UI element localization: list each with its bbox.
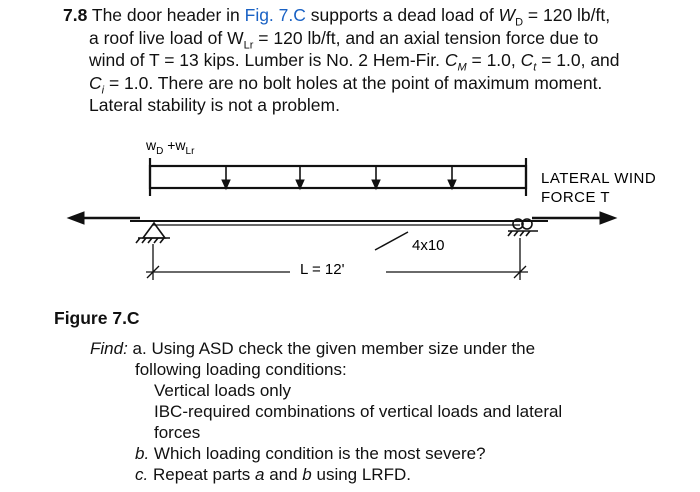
beam [68, 212, 616, 225]
part-c-a: a [255, 465, 265, 484]
problem-line-3 [63, 49, 683, 72]
part-c-end: using LRFD. [311, 465, 411, 484]
cm-value: = 1.0, [466, 50, 521, 70]
figure-caption: Figure 7.C [54, 308, 140, 328]
ct-value: = 1.0, and [536, 50, 620, 70]
left-arrowhead [68, 212, 84, 224]
part-c-label: c. [135, 465, 149, 484]
part-a-label: a. [132, 339, 147, 358]
part-a-text: Using ASD check the given member size under the [146, 339, 536, 358]
find-section [90, 338, 680, 485]
ct-variable: C [520, 50, 534, 70]
load-rectangle [150, 166, 526, 188]
problem-number: 7.8 [63, 5, 88, 25]
part-b-label: b. [135, 444, 150, 463]
wind-label-line2: FORCE T [541, 189, 611, 206]
pin-support [136, 223, 170, 243]
problem-line-2 [63, 27, 683, 50]
ct-subscript: t [533, 61, 537, 74]
roof-live-load-value: = 120 lb/ft, and an axial tension force due to [253, 27, 599, 48]
wlr-subscript: Lr [243, 39, 254, 51]
cm-subscript: M [457, 61, 467, 74]
condition-ibc-combinations: IBC-required combinations of vertical loads and lateral [154, 402, 563, 421]
part-b [90, 443, 680, 464]
cm-variable: C [444, 50, 458, 70]
find-lead: Find: [90, 339, 128, 358]
part-b-text: Which loading condition is the most severe? [149, 444, 486, 463]
problem-text-a: The door header in [87, 5, 245, 25]
condition-vertical-loads: Vertical loads only [154, 381, 292, 400]
figure-reference-link[interactable]: Fig. 7.C [244, 5, 306, 25]
wd-variable: W [498, 5, 516, 25]
ci-subscript: i [101, 84, 105, 96]
wind-label-line1: LATERAL WIND [541, 170, 657, 187]
ci-variable: C [89, 72, 102, 93]
part-c-text: Repeat parts [148, 465, 256, 484]
part-c [90, 464, 680, 485]
door-header-diagram [0, 120, 700, 300]
wd-subscript: D [515, 16, 524, 29]
member-size-label: 4x10 [412, 237, 445, 254]
ci-value-text: = 1.0. There are no bolt holes at the point of maximum moment. [104, 72, 603, 93]
member-leader-line [375, 232, 408, 250]
span-label: L = 12' [300, 261, 345, 278]
problem-line-4 [63, 72, 683, 95]
problem-line-5: Lateral stability is not a problem. [89, 95, 340, 115]
wind-lumber-text: wind of T = 13 kips. Lumber is No. 2 Hem-Fir. [89, 50, 445, 70]
part-c-b: b [302, 465, 312, 484]
distributed-load [150, 158, 526, 196]
beam-figure [0, 120, 700, 300]
part-c-and: and [264, 465, 303, 484]
condition-ibc-combinations-2: forces [154, 423, 201, 442]
load-label-w: $w_D +w_{Lr}$ [146, 137, 195, 157]
wd-value: = 120 lb/ft, [523, 5, 611, 25]
problem-statement [63, 4, 683, 117]
right-arrowhead [600, 212, 616, 224]
find-a-line1 [90, 338, 680, 359]
problem-text-b: supports a dead load of [305, 5, 499, 25]
roof-live-load-text: a roof live load of W [89, 27, 244, 48]
part-a-text-2: following loading conditions: [135, 360, 347, 379]
